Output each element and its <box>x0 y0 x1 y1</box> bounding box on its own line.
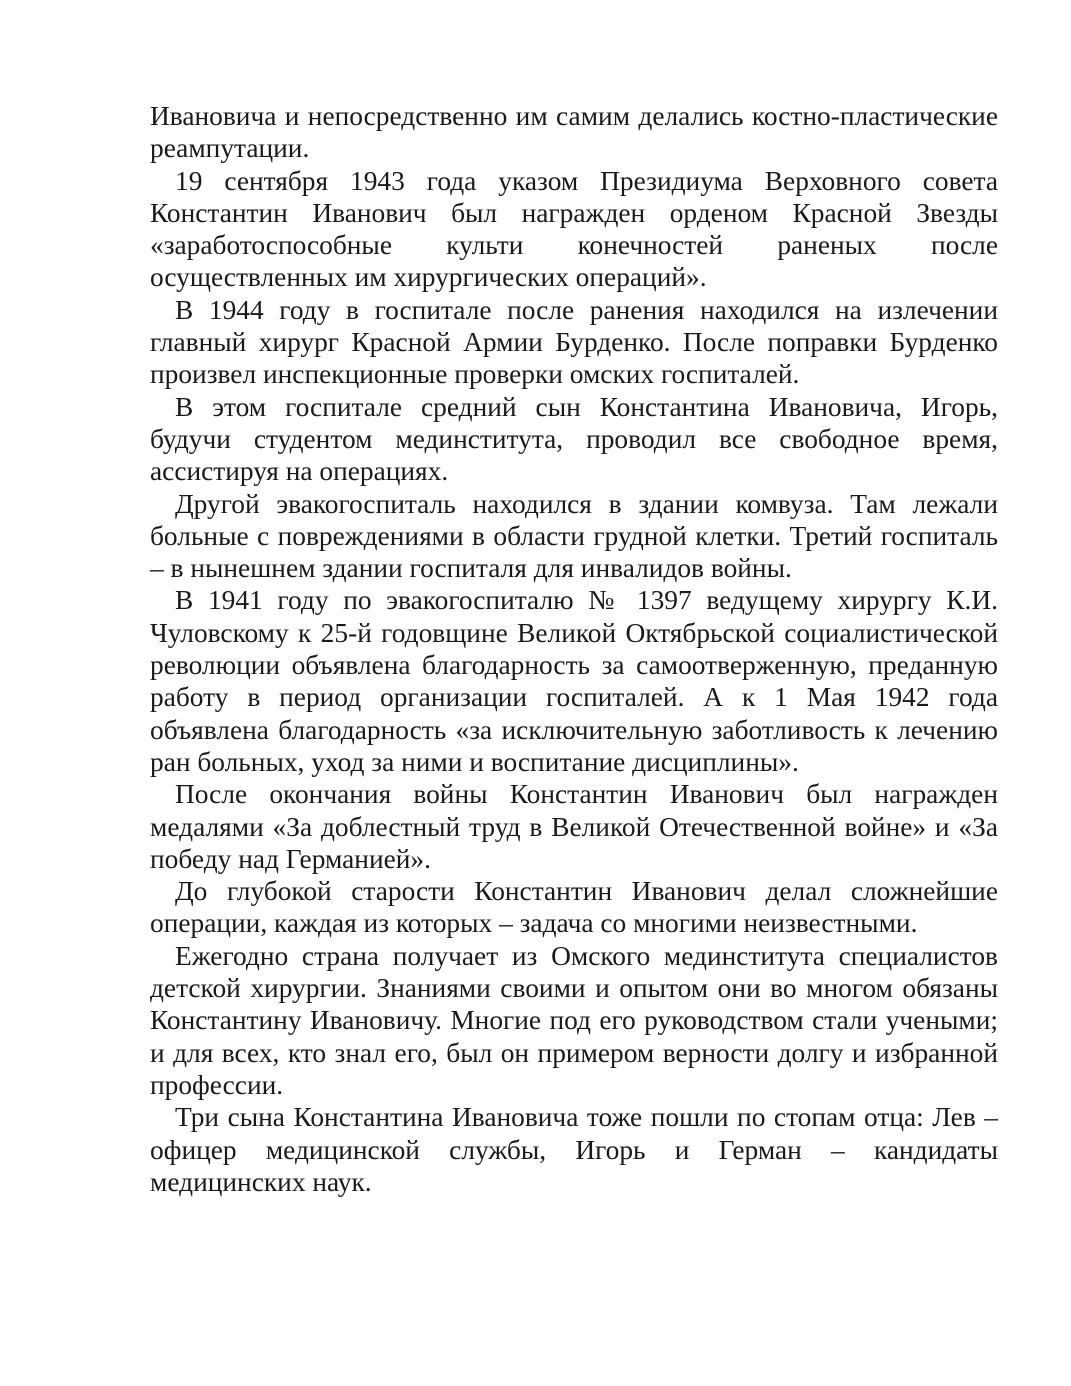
paragraph-students: Ежегодно страна получает из Омского мединститута специалистов детской хирургии. Знаниями своими и опытом они во многом обязаны Константину Ивановичу. Многие под его руководством стали учеными; и для всех, кто знал его, был он примером верности долгу и избранной профессии. <box>150 940 998 1100</box>
paragraph-gratitude: В 1941 году по эвакогоспиталю № 1397 ведущему хирургу К.И. Чуловскому к 25-й годовщине Великой Октябрьской социалистической революции объявлена благодарность за самоотверженную, преданную работу в период организации госпиталей. А к 1 Мая 1942 года объявлена благодарность «за исключительную заботливость к лечению ран больных, уход за ними и воспитание дисциплины». <box>150 585 998 777</box>
paragraph-old-age: До глубокой старости Константин Иванович делал сложнейшие операции, каждая из которых – задача со многими неизвестными. <box>150 876 998 939</box>
paragraph-red-star-award: 19 сентября 1943 года указом Президиума Верховного совета Константин Иванович был награжден орденом Красной Звезды «заработоспособные культи конечностей раненых после осуществленных им хирургических операций». <box>150 165 998 293</box>
paragraph-other-hospitals: Другой эвакогоспиталь находился в здании комвуза. Там лежали больные с повреждениями в области грудной клетки. Третий госпиталь – в нынешнем здании госпиталя для инвалидов войны. <box>150 488 998 584</box>
paragraph-continuation: Ивановича и непосредственно им самим делались костно-пластические реампутации. <box>150 101 998 164</box>
paragraph-medals: После окончания войны Константин Иванович был награжден медалями «За доблестный труд в Великой Отечественной войне» и «За победу над Германией». <box>150 779 998 874</box>
paragraph-burdenko: В 1944 году в госпитале после ранения находился на излечении главный хирург Красной Армии Бурденко. После поправки Бурденко произвел инспекционные проверки омских госпиталей. <box>150 294 998 390</box>
paragraph-son-igor: В этом госпитале средний сын Константина Ивановича, Игорь, будучи студентом мединститута, проводил все свободное время, ассистируя на операциях. <box>150 391 998 487</box>
paragraph-three-sons: Три сына Константина Ивановича тоже пошли по стопам отца: Лев – офицер медицинской службы, Игорь и Герман – кандидаты медицинских наук. <box>150 1102 998 1197</box>
document-body <box>150 100 998 1198</box>
